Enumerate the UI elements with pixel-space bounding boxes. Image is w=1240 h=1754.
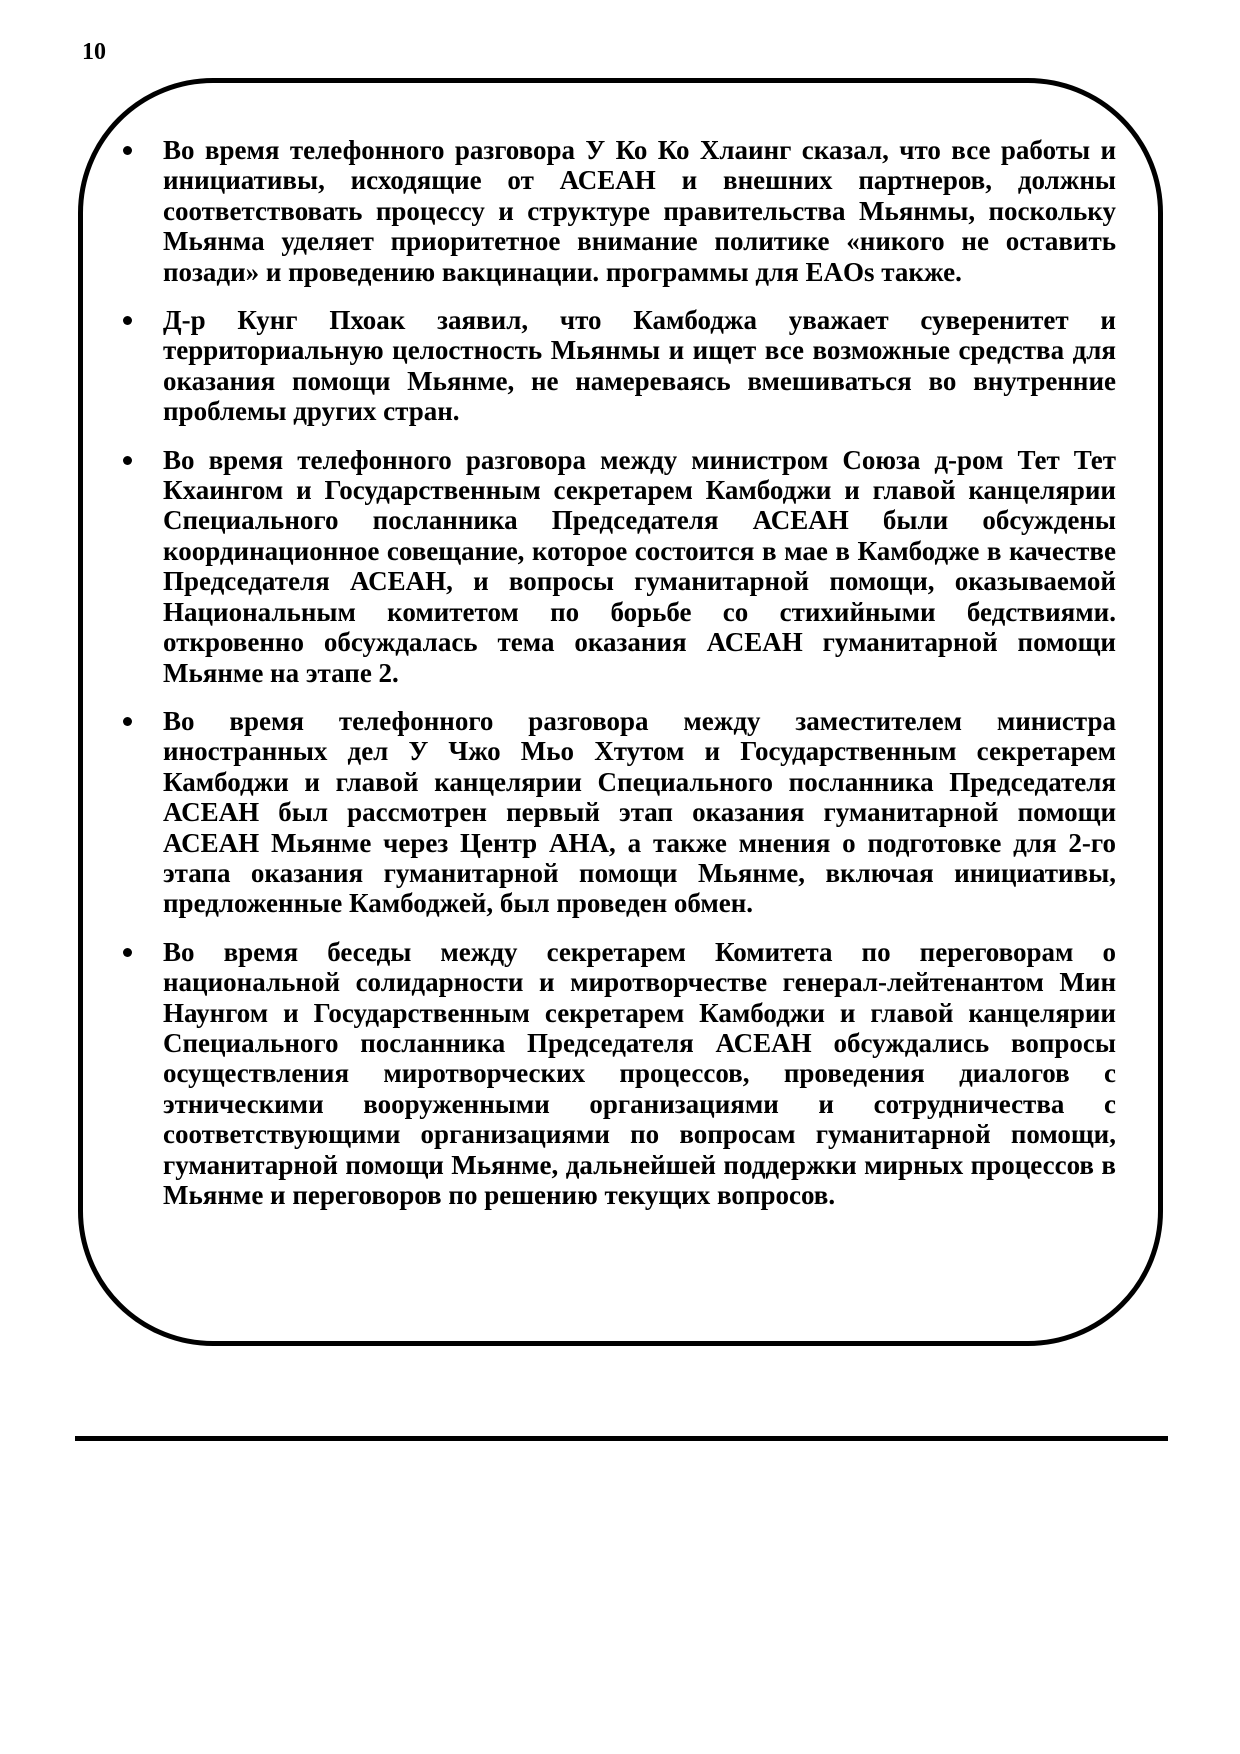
page-number: 10 xyxy=(82,39,106,65)
bullet-dot-icon xyxy=(123,146,132,155)
bullet-item-5 xyxy=(120,937,1116,1211)
bullet-item-3 xyxy=(120,445,1116,688)
bullet-item-4 xyxy=(120,706,1116,919)
bullet-dot-icon xyxy=(123,717,132,726)
bullet-dot-icon xyxy=(123,948,132,957)
bullet-item-1 xyxy=(120,135,1116,287)
footer-divider xyxy=(75,1436,1168,1441)
bullet-text: Во время беседы между секретарем Комитета по переговорам о национальной солидарности и миротворчестве генерал-лейтенантом Мин Наунгом и Государственным секретарем Камбоджи и главой канцелярии Специального посланника Председателя АСЕАН обсуждались вопросы осуществления миротворческих процессов, проведения диалогов с этническими вооруженными организациями и сотрудничества с соответствующими организациями по вопросам гуманитарной помощи, гуманитарной помощи Мьянме, дальнейшей поддержки мирных процессов в Мьянме и переговоров по решению текущих вопросов. xyxy=(163,936,1116,1210)
bullet-text: Во время телефонного разговора между министром Союза д-ром Тет Тет Кхаингом и Государственным секретарем Камбоджи и главой канцелярии Специального посланника Председателя АСЕАН были обсуждены координационное совещание, которое состоится в мае в Камбодже в качестве Председателя АСЕАН, и вопросы гуманитарной помощи, оказываемой Национальным комитетом по борьбе со стихийными бедствиями. откровенно обсуждалась тема оказания АСЕАН гуманитарной помощи Мьянме на этапе 2. xyxy=(163,444,1116,688)
bullet-list xyxy=(120,135,1116,1228)
bullet-dot-icon xyxy=(123,456,132,465)
bullet-text: Д-р Кунг Пхоак заявил, что Камбоджа уважает суверенитет и территориальную целостность Мьянмы и ищет все возможные средства для оказания помощи Мьянме, не намереваясь вмешиваться во внутренние проблемы других стран. xyxy=(163,305,1116,427)
bullet-dot-icon xyxy=(123,316,132,325)
bullet-text: Во время телефонного разговора между заместителем министра иностранных дел У Чжо Мьо Хтутом и Государственным секретарем Камбоджи и главой канцелярии Специального посланника Председателя АСЕАН был рассмотрен первый этап оказания гуманитарной помощи АСЕАН Мьянме через Центр АНА, а также мнения о подготовке для 2-го этапа оказания гуманитарной помощи Мьянме, включая инициативы, предложенные Камбоджей, был проведен обмен. xyxy=(163,705,1116,919)
bullet-item-2 xyxy=(120,305,1116,427)
bullet-text: Во время телефонного разговора У Ко Ко Хлаинг сказал, что все работы и инициативы, исходящие от АСЕАН и внешних партнеров, должны соответствовать процессу и структуре правительства Мьянмы, поскольку Мьянма уделяет приоритетное внимание политике «никого не оставить позади» и проведению вакцинации. программы для EAOs также. xyxy=(163,135,1116,287)
